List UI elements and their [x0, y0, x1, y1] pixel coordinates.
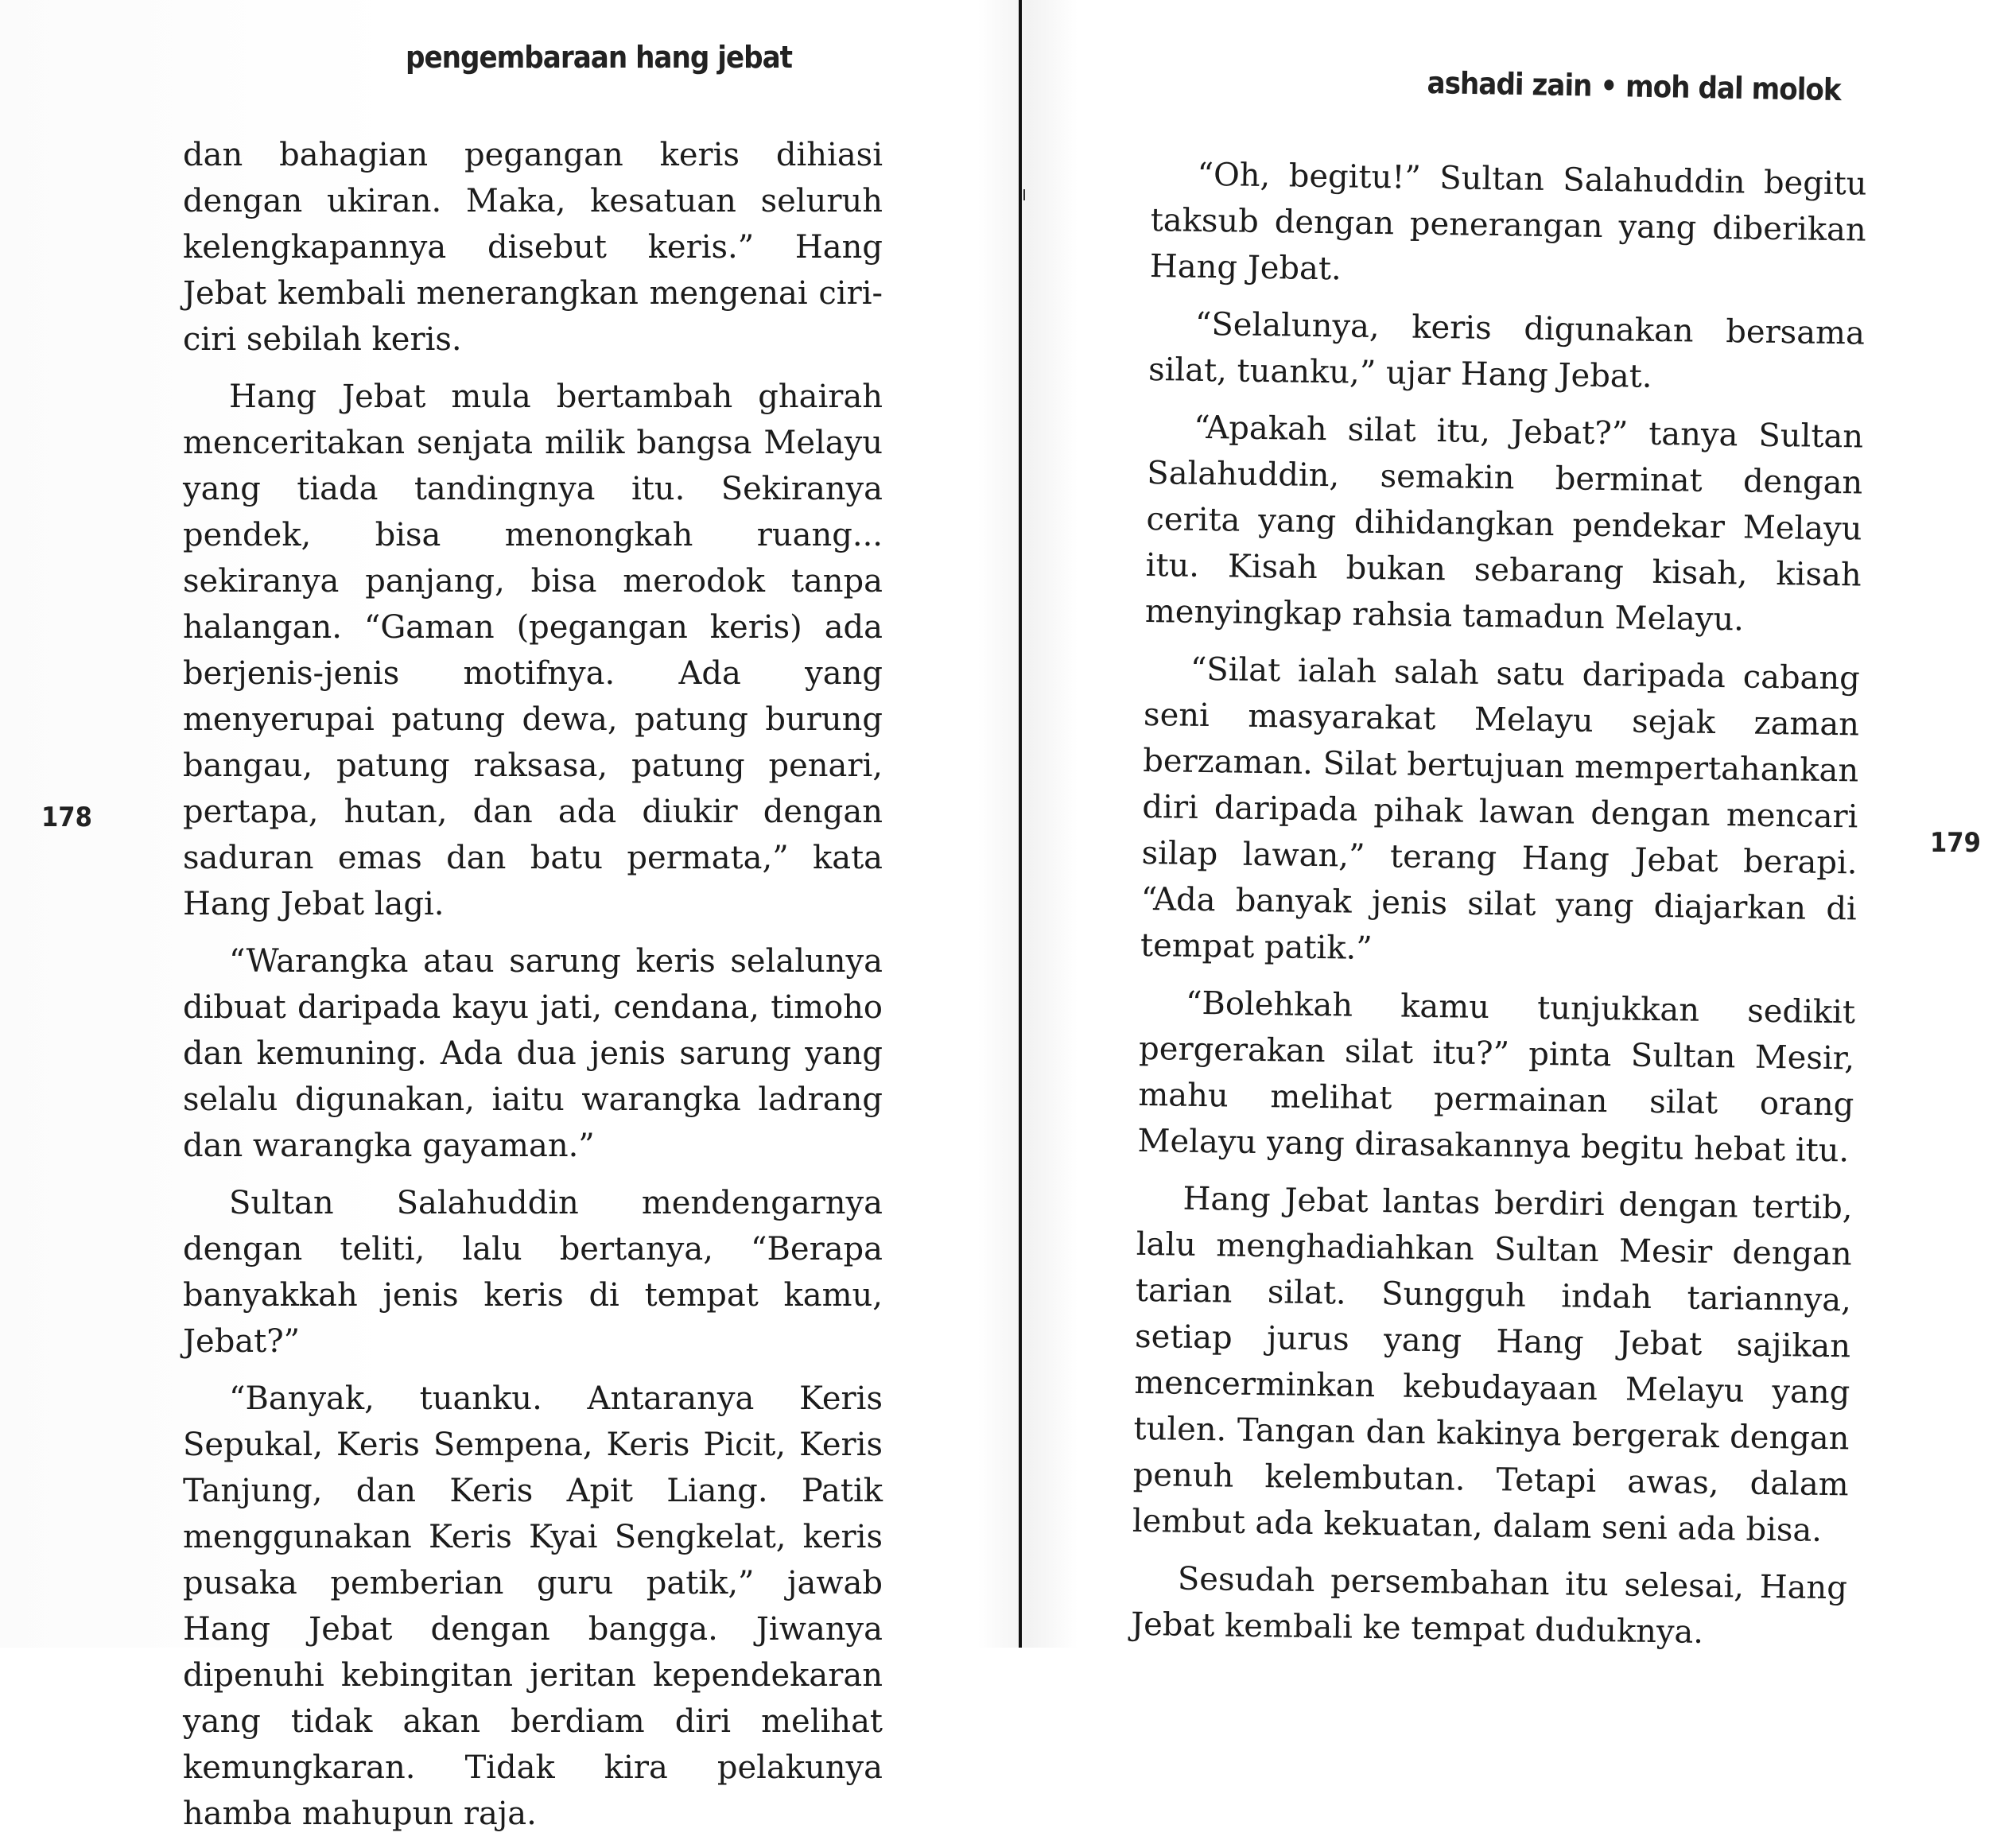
paragraph: “Selalunya, keris digunakan bersama silat, tuanku,” ujar Hang Jebat.	[1148, 305, 1866, 395]
paragraph: “Banyak, tuanku. Antaranya Keris Sepukal, Keris Sempena, Keris Picit, Keris Tanjung, dan Keris Apit Liang. Patik menggunakan Keris Kyai Sengkelat, keris pusaka pemberian guru patik,” jawab Hang Jebat dengan bangga. Jiwanya dipenuhi kebingitan jeritan kependekaran yang tidak akan berdiam diri melihat kemungkaran. Tidak kira pelakunya hamba mahupun raja.	[183, 1380, 883, 1832]
paragraph: “Bolehkah kamu tunjukkan sedikit pergerakan silat itu?” pinta Sultan Mesir, mahu melihat permainan silat orang Melayu yang dirasakannya begitu hebat itu.	[1137, 984, 1856, 1170]
right-page-number: 179	[1930, 827, 1981, 859]
right-page-text	[1131, 151, 1867, 1668]
left-page-text	[183, 132, 883, 1848]
paragraph: Sesudah persembahan itu selesai, Hang Jebat kembali ke tempat duduknya.	[1130, 1560, 1848, 1651]
paragraph: “Silat ialah salah satu daripada cabang seni masyarakat Melayu sejak zaman berzaman. Silat bertujuan mempertahankan diri daripada pihak lawan dengan mencari silap lawan,” terang Hang Jebat berapi. “Ada banyak jenis silat yang diajarkan di tempat patik.”	[1140, 650, 1861, 967]
paragraph: “Apakah silat itu, Jebat?” tanya Sultan Salahuddin, semakin berminat dengan cerita yang dihidangkan pendekar Melayu itu. Kisah bukan sebarang kisah, kisah menyingkap rahsia tamadun Melayu.	[1144, 409, 1864, 639]
paragraph: Hang Jebat mula bertambah ghairah menceritakan senjata milik bangsa Melayu yang tiada tandingnya itu. Sekiranya pendek, bisa menongkah ruang... sekiranya panjang, bisa merodok tanpa halangan. “Gaman (pegangan keris) ada berjenis-jenis motifnya. Ada yang menyerupai patung dewa, patung burung bangau, patung raksasa, patung penari, pertapa, hutan, dan ada diukir dengan saduran emas dan batu permata,” kata Hang Jebat lagi.	[183, 379, 883, 922]
scan-mark	[1023, 189, 1025, 200]
paragraph: dan bahagian pegangan keris dihiasi dengan ukiran. Maka, kesatuan seluruh kelengkapannya disebut keris.” Hang Jebat kembali menerangkan mengenai ciri-ciri sebilah keris.	[183, 137, 883, 358]
left-running-head: pengembaraan hang jebat	[406, 40, 792, 75]
right-running-head: ashadi zain • moh dal molok	[1427, 65, 1842, 108]
paragraph: “Warangka atau sarung keris selalunya dibuat daripada kayu jati, cendana, timoho dan kemuning. Ada dua jenis sarung yang selalu digunakan, iaitu warangka ladrang dan warangka gayaman.”	[183, 943, 883, 1164]
paragraph: Hang Jebat lantas berdiri dengan tertib, lalu menghadiahkan Sultan Mesir dengan tarian silat. Sungguh indah tariannya, setiap jurus yang Hang Jebat sajikan mencerminkan kebudayaan Melayu yang tulen. Tangan dan kakinya bergerak dengan penuh kelembutan. Tetapi awas, dalam lembut ada kekuatan, dalam seni ada bisa.	[1132, 1180, 1853, 1549]
left-page-number: 178	[41, 802, 92, 833]
paragraph: Sultan Salahuddin mendengarnya dengan teliti, lalu bertanya, “Berapa banyakkah jenis keris di tempat kamu, Jebat?”	[183, 1185, 883, 1360]
book-gutter	[1019, 0, 1022, 1648]
paragraph: “Oh, begitu!” Sultan Salahuddin begitu taksub dengan penerangan yang diberikan Hang Jebat.	[1149, 156, 1867, 288]
